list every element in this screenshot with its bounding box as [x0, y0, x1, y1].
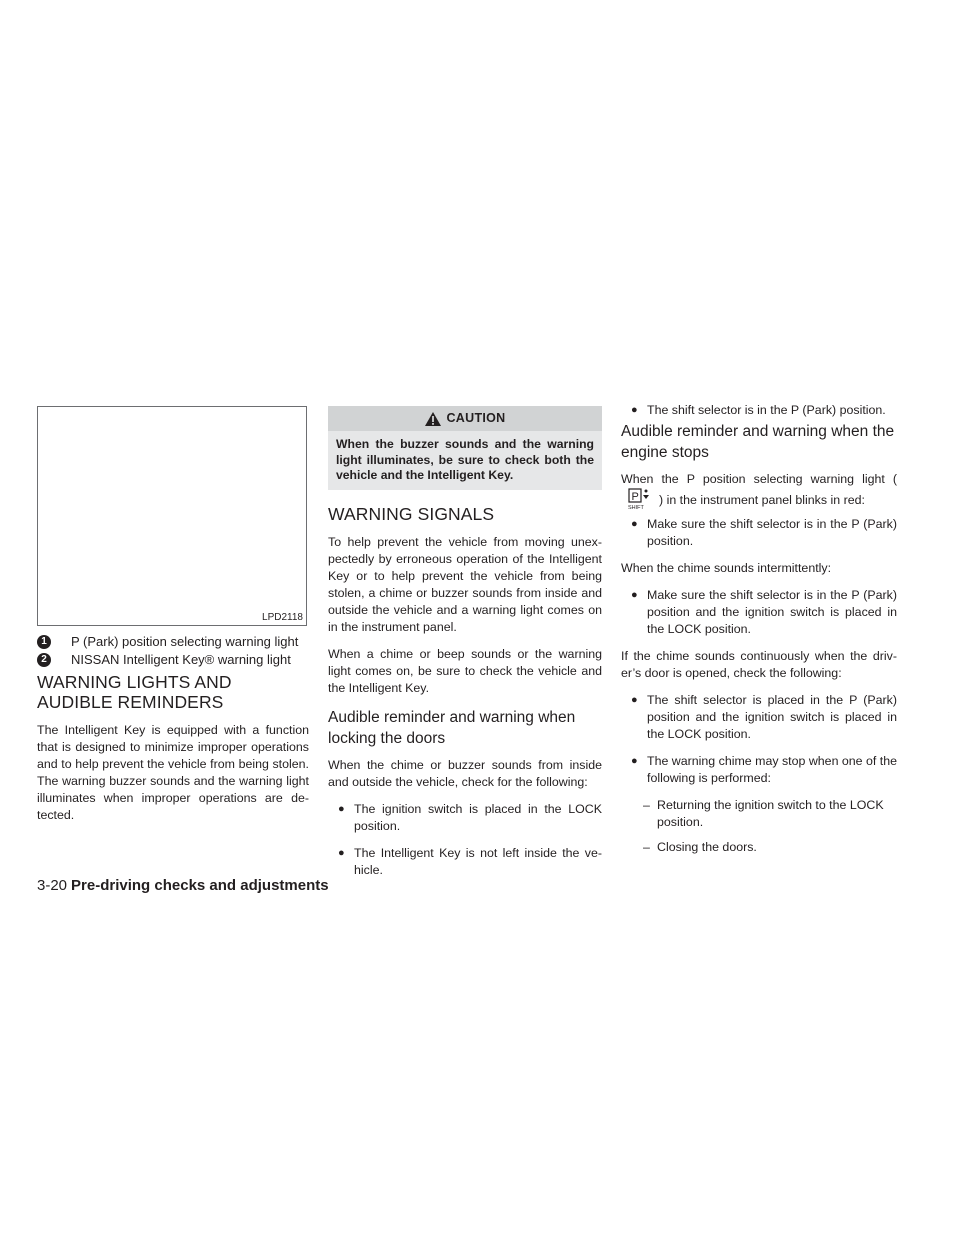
paragraph-text: When the P position selecting warning light ( — [621, 472, 897, 486]
list-item-text: The shift selector is placed in the P (Park) position and the ignition switch is placed in the LOCK position. — [647, 693, 897, 741]
bullet-icon: ● — [631, 589, 638, 601]
page-number: 3-20 — [37, 877, 68, 894]
legend-item — [37, 634, 309, 650]
bullet-icon: ● — [631, 404, 638, 416]
subsection-heading-locking: Audible reminder and warning when locking the doors — [328, 708, 576, 747]
figure-image — [37, 406, 307, 626]
paragraph: When the chime or buzzer sounds from inside and outside the vehicle, check for the following: — [328, 757, 602, 789]
bullet-icon: ● — [338, 802, 345, 815]
caution-text: When the buzzer sounds and the warning light illuminates, be sure to check both the vehicle and the Intelligent Key. — [336, 437, 594, 482]
caution-header — [328, 406, 602, 431]
column-left — [37, 406, 309, 834]
paragraph: When the chime sounds intermittently: — [621, 561, 832, 575]
caution-title: CAUTION — [446, 411, 506, 425]
svg-text:SHIFT: SHIFT — [628, 505, 644, 510]
bullet-icon: ● — [631, 518, 638, 530]
bullet-icon: ● — [631, 755, 638, 767]
list-item — [631, 516, 897, 550]
paragraph — [621, 471, 897, 510]
sub-list-item — [643, 797, 897, 831]
column-right — [621, 402, 897, 864]
sub-list-item — [643, 839, 897, 856]
subsection-heading-engine-stops: Audible reminder and warning when the engine stops — [621, 423, 895, 461]
paragraph-text: ) in the instrument panel blinks in red: — [659, 493, 865, 507]
list-item-text: The ignition switch is placed in the LOCK position. — [354, 801, 602, 833]
list-item-text: The shift selector is in the P (Park) position. — [647, 403, 886, 417]
list-item — [631, 753, 897, 787]
legend-text: P (Park) position selecting warning light — [71, 634, 299, 649]
caution-box — [328, 406, 602, 490]
chapter-title: Pre-driving checks and adjustments — [71, 877, 329, 894]
warning-triangle-icon — [424, 411, 442, 427]
bullet-icon: ● — [631, 694, 638, 706]
list-item — [631, 587, 897, 638]
list-item-text: The warning chime may stop when one of the following is performed: — [647, 754, 898, 785]
section-heading-warning-signals: WARNING SIGNALS — [328, 503, 495, 524]
list-item — [631, 692, 897, 743]
callout-number-icon: 1 — [37, 635, 51, 649]
section-body: The Intelligent Key is equipped with a function that is designed to minimize improper operations and to help prevent the vehicle from being stolen. The warning buzzer sounds and the warning light illuminates when improper operations are de-tected. — [37, 723, 309, 822]
p-shift-warning-icon — [627, 488, 653, 510]
section-heading-warning-lights: WARNING LIGHTS AND AUDIBLE REMINDERS — [37, 672, 232, 712]
list-item-text: The Intelligent Key is not left inside the ve-hicle. — [354, 845, 602, 877]
figure-legend — [37, 634, 309, 668]
svg-text:P: P — [631, 491, 639, 503]
sub-list-item-text: Closing the doors. — [657, 840, 757, 854]
list-item — [631, 402, 897, 419]
list-item — [338, 845, 602, 879]
legend-text: NISSAN Intelligent Key® warning light — [71, 652, 291, 667]
sub-list-item-text: Returning the ignition switch to the LOCK position. — [657, 798, 884, 829]
dash-icon: – — [643, 798, 650, 812]
list-item — [338, 801, 602, 835]
page-footer — [37, 876, 329, 896]
bullet-icon: ● — [338, 846, 345, 859]
paragraph: To help prevent the vehicle from moving unex-pectedly by erroneous operation of the Intelligent Key or to help prevent the vehicle from being stolen, a chime or buzzer sounds from inside and outside the vehicle and a warning light comes on in the instrument panel. — [328, 534, 602, 634]
paragraph: When a chime or beep sounds or the warning light comes on, be sure to check the vehicle and the Intelligent Key. — [328, 646, 602, 695]
legend-item — [37, 652, 309, 668]
list-item-text: Make sure the shift selector is in the P (Park) position and the ignition switch is placed in the LOCK position. — [647, 588, 897, 636]
list-item-text: Make sure the shift selector is in the P (Park) position. — [647, 517, 897, 548]
callout-number-icon: 2 — [37, 653, 51, 667]
figure-label: LPD2118 — [262, 612, 303, 623]
paragraph: If the chime sounds continuously when the driv-er’s door is opened, check the following: — [621, 649, 897, 680]
dash-icon: – — [643, 840, 650, 854]
column-middle — [328, 406, 602, 889]
